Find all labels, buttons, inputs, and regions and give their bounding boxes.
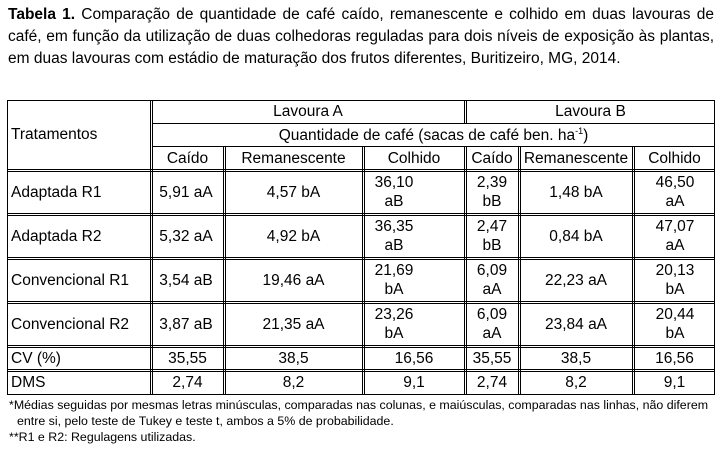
row-label: DMS xyxy=(11,374,46,391)
grid-line xyxy=(520,146,521,395)
table-cell: 16,56 xyxy=(655,349,694,367)
grid-line xyxy=(223,146,224,395)
grid-line xyxy=(7,394,715,395)
grid-line xyxy=(7,371,715,372)
grid-line xyxy=(7,259,715,260)
grid-line xyxy=(518,146,519,395)
table-cell: 16,56 xyxy=(394,349,434,367)
row-label: Adaptada R2 xyxy=(11,227,102,245)
table-caption xyxy=(8,4,714,70)
table-cell: 36,10 aB xyxy=(374,174,414,210)
caption-label: Tabela 1. xyxy=(8,6,76,23)
grid-line xyxy=(7,303,715,304)
grid-line xyxy=(7,257,715,258)
table-cell: 20,13 bA xyxy=(655,262,695,298)
grid-line xyxy=(362,146,363,395)
table-cell: 3,54 aB xyxy=(159,271,213,289)
lavoura-a-header: Lavoura A xyxy=(273,103,343,120)
grid-line xyxy=(634,146,635,395)
row-label: CV (%) xyxy=(11,349,61,367)
table-cell: 38,5 xyxy=(278,349,309,367)
table-cell: 20,44 bA xyxy=(655,306,695,342)
grid-line xyxy=(152,123,715,124)
grid-line xyxy=(714,100,715,395)
table-cell: 0,84 bA xyxy=(549,227,603,245)
grid-line xyxy=(152,146,715,147)
table-cell: 5,91 aA xyxy=(159,183,213,201)
grid-line xyxy=(464,100,465,123)
grid-line xyxy=(7,345,715,346)
table-cell: 36,35 aB xyxy=(374,218,414,254)
table-cell: 8,2 xyxy=(282,374,305,391)
table-cell: 47,07 aA xyxy=(655,218,695,254)
quantity-header-close: ) xyxy=(583,126,589,144)
table-cell: 21,69 bA xyxy=(374,262,414,298)
grid-line xyxy=(7,213,715,214)
subheader-colhido-a: Colhido xyxy=(387,149,441,167)
results-table xyxy=(7,100,715,395)
table-cell: 2,39 bB xyxy=(476,174,508,210)
table-cell: 22,23 aA xyxy=(544,271,608,289)
subheader-caido-b: Caído xyxy=(471,149,513,167)
grid-line xyxy=(150,100,151,395)
table-cell: 21,35 aA xyxy=(262,315,325,333)
note-significance: *Médias seguidas por mesmas letras minúsculas, comparadas nas colunas, e maiúsculas, comparadas nas linhas, não diferem entre si, pelo teste de Tukey e teste t, ambos a 5% de probabilidade. xyxy=(9,398,709,428)
lavoura-b-header: Lavoura B xyxy=(555,103,626,120)
grid-line xyxy=(364,146,365,395)
subheader-remanescente-b: Remanescente xyxy=(523,149,629,167)
table-cell: 4,92 bA xyxy=(266,227,321,245)
table-cell: 35,55 xyxy=(472,349,512,367)
grid-line xyxy=(632,146,633,395)
note-regulagens: **R1 e R2: Regulagens utilizadas. xyxy=(9,430,196,444)
table-cell: 38,5 xyxy=(560,349,592,367)
table-cell: 6,09 aA xyxy=(476,262,508,298)
table-cell: 2,74 xyxy=(172,374,203,391)
quantity-header xyxy=(152,123,715,147)
quantity-header-text: Quantidade de café (sacas de café ben. ha xyxy=(278,126,576,144)
subheader-colhido-b: Colhido xyxy=(648,149,701,167)
table-cell: 6,09 aA xyxy=(476,306,508,342)
table-cell: 3,87 aB xyxy=(159,315,213,333)
quantity-header-sup: -1 xyxy=(575,125,584,136)
table-cell: 4,57 bA xyxy=(266,183,321,201)
grid-line xyxy=(7,369,715,370)
grid-line xyxy=(466,146,467,395)
grid-line xyxy=(225,146,226,395)
row-label: Adaptada R1 xyxy=(11,183,102,201)
grid-line xyxy=(7,171,715,172)
table-cell: 9,1 xyxy=(663,374,686,391)
grid-line xyxy=(7,100,8,395)
grid-line xyxy=(152,100,153,395)
row-label: Convencional R1 xyxy=(11,271,130,289)
subheader-caido-a: Caído xyxy=(166,149,209,167)
table-cell: 19,46 aA xyxy=(262,271,325,289)
table-cell: 46,50 aA xyxy=(655,174,695,210)
grid-line xyxy=(464,146,465,395)
grid-line xyxy=(7,215,715,216)
table-cell: 1,48 bA xyxy=(549,183,603,201)
grid-line xyxy=(7,100,715,101)
grid-line xyxy=(466,100,467,123)
table-cell: 5,32 aA xyxy=(159,227,213,245)
subheader-remanescente-a: Remanescente xyxy=(241,149,346,167)
table-cell: 8,2 xyxy=(565,374,587,391)
grid-line xyxy=(7,347,715,348)
table-cell: 23,26 bA xyxy=(374,306,414,342)
table-cell: 9,1 xyxy=(403,374,425,391)
table-cell: 2,74 xyxy=(476,374,508,391)
treatments-header: Tratamentos xyxy=(11,126,98,143)
grid-line xyxy=(7,169,715,170)
grid-line xyxy=(7,301,715,302)
table-notes xyxy=(7,397,715,445)
table-cell: 23,84 aA xyxy=(544,315,608,333)
row-label: Convencional R2 xyxy=(11,315,130,333)
caption-text: Comparação de quantidade de café caído, remanescente e colhido em duas lavouras de café, em função da utilização de duas colhedoras reguladas para dois níveis de exposição às plantas, em duas lavouras com estádio de maturação dos frutos diferentes, Buritizeiro, MG, 2014. xyxy=(8,6,714,67)
table-cell: 35,55 xyxy=(168,349,207,367)
table-cell: 2,47 bB xyxy=(476,218,508,254)
